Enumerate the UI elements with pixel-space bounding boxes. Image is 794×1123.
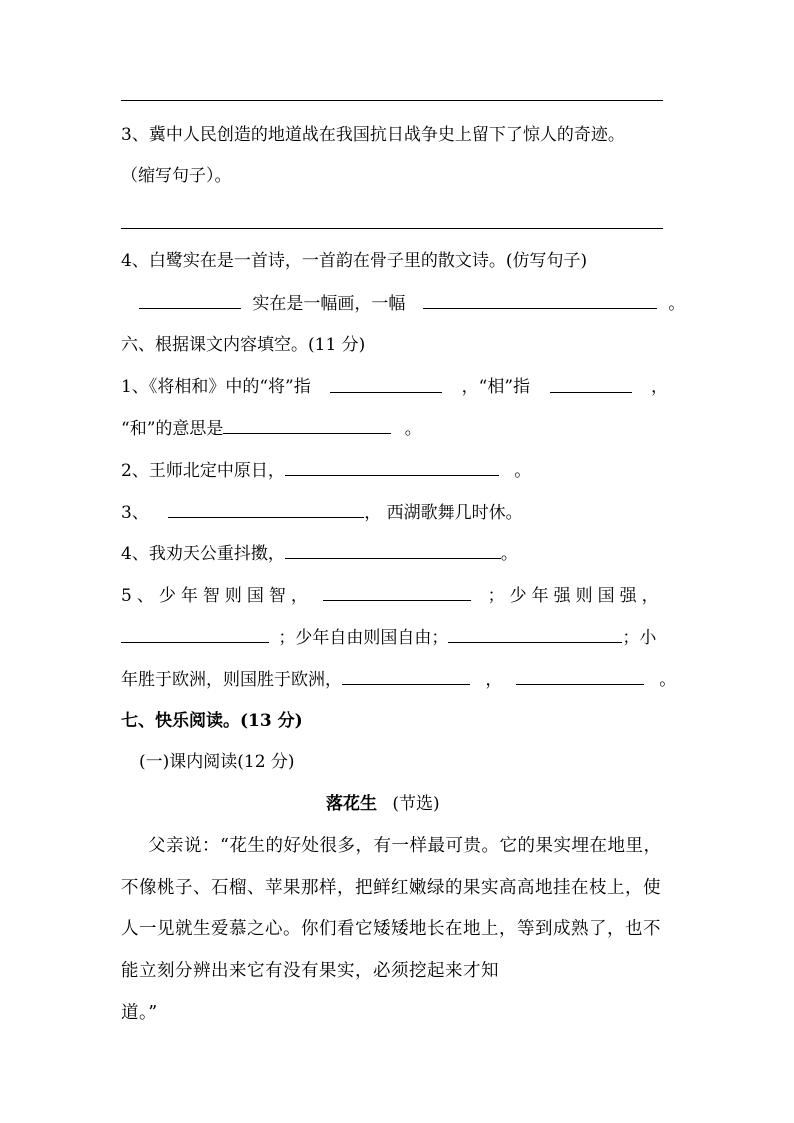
item-6-2-b: 。 [514,461,532,481]
item-6-5-c: ；少年自由则国自由； [278,628,449,648]
section-7-sub-text: (一)课内阅读(12 分) [139,752,295,772]
question-3-hint-text: （缩写句子）。 [121,166,232,186]
item-6-1-cont [121,416,422,441]
passage-title-note: (节选) [392,794,440,814]
blank-6-5-5[interactable] [516,667,644,685]
item-6-1 [121,375,668,399]
blank-q4-2[interactable] [423,291,657,309]
item-6-5-g: 。 [659,670,677,690]
question-4-fill [139,291,685,316]
item-6-5-a: 5、少年智则国智， [121,586,313,606]
item-6-1-d: “和”的意思是 [121,419,224,439]
blank-6-5-4[interactable] [342,667,470,685]
question-3-hint [121,164,232,188]
item-6-5 [121,583,664,608]
section-6-heading [121,333,365,357]
question-3-text: 3、冀中人民创造的地道战在我国抗日战争史上留下了惊人的奇迹。 [121,125,625,145]
item-6-4 [121,541,518,566]
blank-6-1-general[interactable] [330,375,442,393]
item-6-2-a: 2、王师北定中原日， [121,461,285,481]
section-6-heading-text: 六、根据课文内容填空。(11 分) [121,335,366,355]
item-6-1-c: ， [650,377,668,397]
item-6-5-e: 年胜于欧洲，则国胜于欧洲， [121,670,342,690]
section-7-sub [139,750,295,774]
question-4-text: 4、白鹭实在是一首诗，一首韵在骨子里的散文诗。(仿写句子) [121,251,588,271]
question-4-end: 。 [668,294,686,314]
item-6-2 [121,458,531,483]
blank-6-5-1[interactable] [323,583,471,601]
question-4-mid: 实在是一幅画，一幅 [252,294,406,314]
item-6-5-cont [121,625,656,650]
passage-line-4 [121,959,499,983]
item-6-1-e: 。 [404,419,422,439]
passage-line-1 [148,834,661,858]
question-3 [121,123,625,147]
item-6-3-a: 3、 [121,503,149,523]
blank-6-5-2[interactable] [121,625,269,643]
item-6-5-f: ， [485,670,503,690]
item-6-5-cont2 [121,667,676,692]
passage-line-5 [121,1001,158,1025]
answer-line-q3 [121,228,663,229]
item-6-5-b: ；少年强则国强， [487,586,664,606]
item-6-4-a: 4、我劝天公重抖擞， [121,544,285,564]
item-6-3-b: ， 西湖歌舞几时休。 [364,503,523,523]
passage-title [326,792,440,816]
blank-q4-1[interactable] [139,291,241,309]
item-6-5-d: ；小 [622,628,657,648]
passage-line-2 [121,876,661,900]
blank-6-2[interactable] [285,458,499,476]
section-7-heading [121,709,303,733]
blank-6-4[interactable] [285,541,501,559]
passage-line-2-text: 不像桃子、石榴、苹果那样，把鲜红嫩绿的果实高高地挂在枝上，使 [121,878,661,898]
blank-6-3[interactable] [168,500,364,518]
blank-6-5-3[interactable] [448,625,622,643]
passage-line-5-text: 道。” [121,1003,158,1023]
section-7-heading-text: 七、快乐阅读。(13 分) [121,711,303,731]
passage-line-3 [121,917,661,941]
item-6-1-a: 1、《将相和》中的“将”指 [121,377,311,397]
item-6-1-b: ，“相”指 [461,377,531,397]
item-6-3 [121,500,523,525]
item-6-4-b: 。 [500,544,518,564]
blank-6-1-minister[interactable] [550,375,632,393]
blank-6-1-harmony[interactable] [223,416,391,434]
passage-title-text: 落花生 [326,794,377,814]
question-4 [121,249,587,273]
passage-line-4-text: 能立刻分辨出来它有没有果实，必须挖起来才知 [121,961,499,981]
passage-line-3-text: 人一见就生爱慕之心。你们看它矮矮地长在地上，等到成熟了，也不 [121,919,661,939]
passage-line-1-text: 父亲说：“花生的好处很多，有一样最可贵。它的果实埋在地里， [148,836,662,856]
answer-line-top [121,100,663,101]
